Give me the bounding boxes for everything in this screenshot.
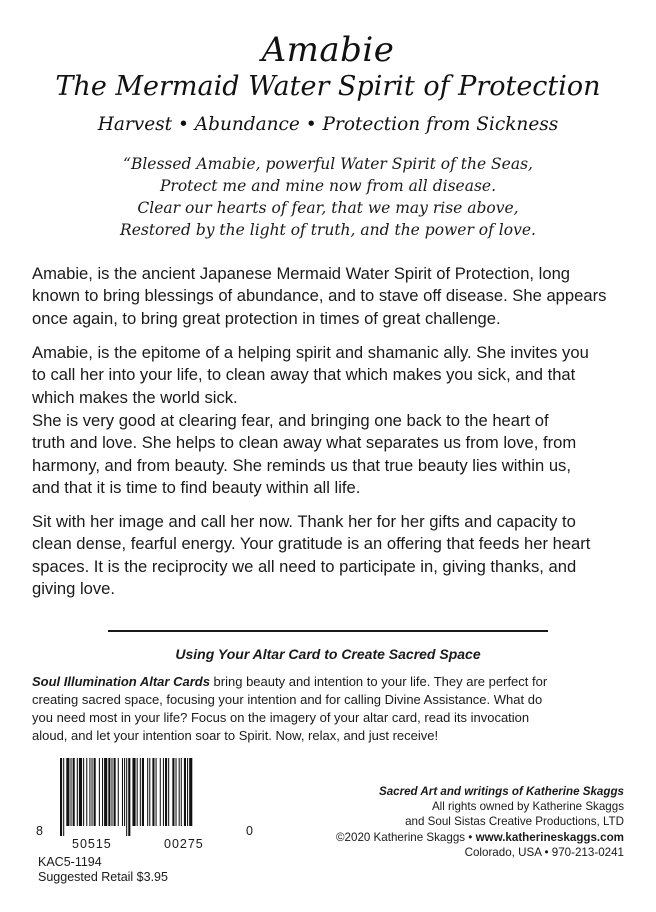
barcode-bar bbox=[99, 758, 100, 826]
body-paragraph-1 bbox=[32, 263, 632, 330]
body-line: harmony, and from beauty. She reminds us that true beauty lies within us, bbox=[32, 455, 571, 475]
altar-line: you need most in your life? Focus on the imagery of your altar card, read its invocation bbox=[32, 710, 530, 725]
barcode-bar bbox=[94, 758, 96, 826]
barcode-bar bbox=[149, 758, 150, 826]
barcode-bar bbox=[111, 758, 112, 826]
barcode-bar bbox=[102, 758, 103, 826]
body-line: Amabie, is the ancient Japanese Mermaid Water Spirit of Protection, long bbox=[32, 264, 571, 283]
barcode-bar bbox=[137, 758, 138, 826]
barcode-bar bbox=[176, 758, 177, 826]
barcode-bar bbox=[128, 758, 130, 836]
body-line: and that it is time to find beauty within all life. bbox=[32, 477, 361, 497]
barcode-bar bbox=[160, 758, 161, 826]
invocation-line: “Blessed Amabie, powerful Water Spirit of the Seas, bbox=[123, 155, 533, 173]
body-line: spaces. It is the reciprocity we all need to participate in, giving thanks, and bbox=[32, 556, 577, 576]
credits-website: www.katherineskaggs.com bbox=[475, 830, 624, 844]
altar-lead: Soul Illumination Altar Cards bbox=[32, 674, 210, 689]
barcode-bar bbox=[114, 758, 116, 826]
body-line: truth and love. She helps to clean away what separates us from love, from bbox=[32, 433, 577, 453]
altar-line-rest: bring beauty and intention to your life. They are perfect for bbox=[209, 674, 548, 689]
barcode-trail-digit: 0 bbox=[246, 824, 254, 838]
barcode-bar bbox=[60, 758, 62, 836]
body-paragraph-2 bbox=[32, 342, 632, 409]
body-line: clean dense, fearful energy. Your gratitude is an offering that feeds her heart bbox=[32, 534, 591, 554]
invocation-line: Protect me and mine now from all disease. bbox=[159, 177, 496, 195]
body-line: once again, to bring great protection in times of great challenge. bbox=[32, 308, 501, 328]
card-title: Amabie bbox=[261, 30, 395, 70]
credits-rights-1: All rights owned by Katherine Skaggs bbox=[431, 800, 624, 814]
barcode-bar bbox=[89, 758, 90, 826]
body-paragraph-3 bbox=[32, 410, 632, 499]
barcode-bar bbox=[126, 758, 127, 836]
barcode-bar bbox=[142, 758, 144, 826]
barcode-bar bbox=[73, 758, 75, 826]
barcode-bar bbox=[124, 758, 125, 826]
barcode-group-2: 00275 bbox=[164, 837, 204, 851]
barcode-bar bbox=[92, 758, 93, 826]
body-line: to call her into your life, to clean away that which makes you sick, and that bbox=[32, 365, 576, 385]
body-paragraph-4 bbox=[32, 511, 632, 600]
barcode-bar bbox=[132, 758, 135, 826]
barcode-bar bbox=[147, 758, 148, 826]
body-line: She is very good at clearing fear, and bringing one back to the heart of bbox=[32, 411, 549, 430]
barcode-bar bbox=[156, 758, 157, 826]
altar-heading: Using Your Altar Card to Create Sacred Space bbox=[175, 646, 481, 662]
altar-line bbox=[32, 673, 632, 691]
barcode-bar bbox=[66, 758, 69, 826]
card-subtitle: The Mermaid Water Spirit of Protection bbox=[55, 71, 601, 102]
body-line: giving love. bbox=[32, 578, 116, 598]
credits-block bbox=[336, 784, 624, 860]
altar-description bbox=[32, 673, 632, 745]
body-line: Amabie, is the epitome of a helping spirit and shamanic ally. She invites you bbox=[32, 343, 589, 362]
invocation-line: Clear our hearts of fear, that we may rise above, bbox=[137, 199, 519, 217]
card-tagline: Harvest • Abundance • Protection from Sickness bbox=[97, 114, 559, 135]
barcode-bar bbox=[83, 758, 84, 826]
barcode-bar bbox=[172, 758, 174, 826]
product-sku: KAC5-1194 bbox=[38, 855, 102, 869]
barcode-lead-digit: 8 bbox=[36, 824, 44, 838]
credits-contact: Colorado, USA • 970-213-0241 bbox=[464, 845, 624, 859]
upc-barcode bbox=[36, 758, 254, 852]
barcode-bar bbox=[152, 758, 154, 826]
barcode-bar bbox=[187, 758, 188, 826]
body-line: Sit with her image and call her now. Thank her for her gifts and capacity to bbox=[32, 512, 576, 531]
product-retail-price: Suggested Retail $3.95 bbox=[38, 870, 168, 884]
body-line: which makes the world sick. bbox=[32, 387, 238, 407]
barcode-bar bbox=[184, 758, 186, 826]
invocation-prayer bbox=[0, 153, 656, 241]
barcode-bar bbox=[122, 758, 123, 826]
barcode-group-1: 50515 bbox=[72, 837, 112, 851]
barcode-bar bbox=[108, 758, 110, 826]
barcode-bar bbox=[118, 758, 119, 826]
barcode-bar bbox=[86, 758, 87, 826]
barcode-bar bbox=[168, 758, 169, 826]
barcode-bar bbox=[165, 758, 167, 826]
barcode-bar bbox=[104, 758, 107, 826]
credits-rights-2: and Soul Sistas Creative Productions, LTD bbox=[405, 815, 624, 829]
barcode-bar bbox=[179, 758, 180, 826]
barcode-bar bbox=[163, 758, 164, 826]
barcode-bar bbox=[181, 758, 182, 826]
barcode-bar bbox=[189, 758, 192, 826]
credits-copyright-line bbox=[336, 830, 624, 845]
barcode-bar bbox=[63, 758, 64, 836]
barcode-bar bbox=[77, 758, 78, 826]
credits-art: Sacred Art and writings of Katherine Skaggs bbox=[378, 785, 624, 798]
altar-line: creating sacred space, focusing your intention and for calling Divine Assistance. What do bbox=[32, 692, 543, 707]
barcode-bar bbox=[79, 758, 82, 826]
barcode-bar bbox=[140, 758, 141, 826]
barcode-bars bbox=[58, 758, 238, 836]
credits-copyright: ©2020 Katherine Skaggs • bbox=[336, 830, 476, 844]
section-divider bbox=[108, 630, 548, 632]
body-line: known to bring blessings of abundance, and to stave off disease. She appears bbox=[32, 286, 607, 306]
altar-line: aloud, and let your intention soar to Spirit. Now, relax, and just receive! bbox=[32, 728, 439, 743]
barcode-bar bbox=[71, 758, 72, 826]
product-info bbox=[38, 855, 168, 885]
invocation-line: Restored by the light of truth, and the power of love. bbox=[120, 221, 536, 239]
